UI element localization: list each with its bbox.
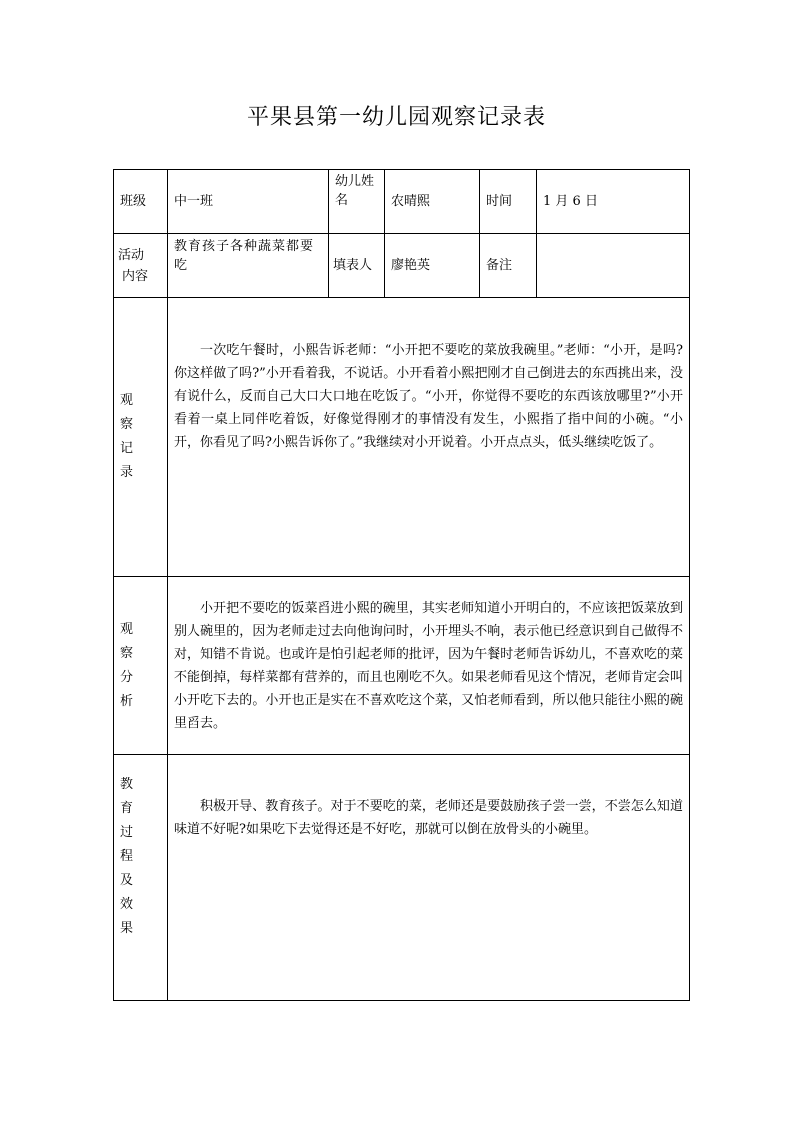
remark-label: 备注 xyxy=(480,234,537,298)
info-row-1 xyxy=(114,170,690,234)
info-row-2 xyxy=(114,234,690,298)
observation-record-cell xyxy=(168,298,690,577)
observation-record-text: 一次吃午餐时，小熙告诉老师：“小开把不要吃的菜放我碗里。”老师：“小开，是吗?你这样做了吗?”小开看着我，不说话。小开看着小熙把刚才自己倒进去的东西挑出来，没有说什么，反而自己大口大口地在吃饭了。“小开，你觉得不要吃的东西该放哪里?”小开看着一桌上同伴吃着饭，好像觉得刚才的事情没有发生，小熙指了指中间的小碗。“小开，你看见了吗?小熙告诉你了。”我继续对小开说着。小开点点头，低头继续吃饭了。 xyxy=(174,343,683,450)
activity-content-label xyxy=(114,234,168,298)
observation-record-label-cell xyxy=(114,298,168,577)
observation-record-table xyxy=(113,169,690,1001)
filler-label: 填表人 xyxy=(329,234,385,298)
page-title: 平果县第一幼儿园观察记录表 xyxy=(246,105,546,130)
education-process-cell xyxy=(168,755,690,1001)
class-value: 中一班 xyxy=(168,170,329,234)
child-name-label: 幼儿姓名 xyxy=(329,170,385,234)
education-process-label: 教育过程及效果 xyxy=(120,777,134,936)
observation-record-row xyxy=(114,298,690,577)
observation-analysis-row xyxy=(114,577,690,755)
time-value: 1 月 6 日 xyxy=(537,170,690,234)
education-process-label-cell xyxy=(114,755,168,1001)
remark-value xyxy=(537,234,690,298)
class-label: 班级 xyxy=(114,170,168,234)
child-name-value: 农晴熙 xyxy=(385,170,480,234)
activity-content-value: 教育孩子各种蔬菜都要吃 xyxy=(168,234,329,298)
observation-analysis-text: 小开把不要吃的饭菜舀进小熙的碗里，其实老师知道小开明白的，不应该把饭菜放到别人碗里的，因为老师走过去向他询问时，小开埋头不响，表示他已经意识到自己做得不对，知错不肯说。也或许是怕引起老师的批评，因为午餐时老师告诉幼儿，不喜欢吃的菜不能倒掉，每样菜都有营养的，而且也刚吃不久。如果老师看见这个情况，老师肯定会叫小开吃下去的。小开也正是实在不喜欢吃这个菜，又怕老师看到，所以他只能往小熙的碗里舀去。 xyxy=(174,601,683,731)
filler-value: 廖艳英 xyxy=(385,234,480,298)
observation-analysis-label-cell xyxy=(114,577,168,755)
education-process-row xyxy=(114,755,690,1001)
activity-label-line-2: 内容 xyxy=(122,268,149,284)
observation-record-label: 观察记录 xyxy=(120,393,134,480)
education-process-text: 积极开导、教育孩子。对于不要吃的菜，老师还是要鼓励孩子尝一尝，不尝怎么知道味道不好呢?如果吃下去觉得还是不好吃，那就可以倒在放骨头的小碗里。 xyxy=(174,799,683,837)
activity-label-line-1: 活动 xyxy=(118,247,145,263)
observation-analysis-cell xyxy=(168,577,690,755)
time-label: 时间 xyxy=(480,170,537,234)
observation-analysis-label: 观察分析 xyxy=(120,621,134,709)
